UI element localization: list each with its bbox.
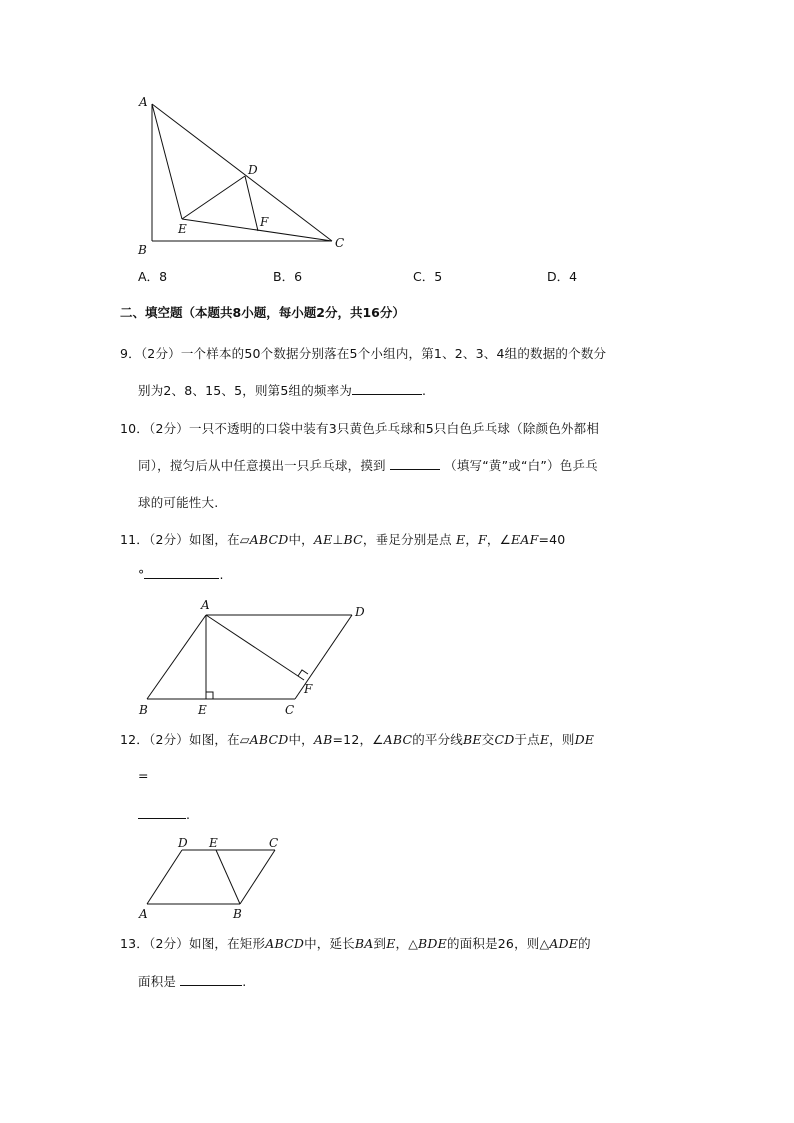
q13-line2-text: 面积是	[138, 974, 177, 989]
q12-line1	[120, 730, 594, 748]
q9-line1: 9．（2分）一个样本的50个数据分别落在5个小组内，第1、2、3、4组的数据的个数分	[120, 346, 607, 361]
q13-p4: ，△	[395, 936, 419, 951]
q11-parallelogram: ▱ABCD	[239, 532, 289, 547]
q12-answer-blank[interactable]	[138, 806, 186, 819]
q13-p2: 中，延长	[304, 936, 355, 951]
q12-be: BE	[463, 732, 482, 747]
q11-ae: AE	[313, 532, 333, 547]
q9-line2-text: 别为2、8、15、5，则第5组的频率为	[138, 383, 353, 398]
label-c: C	[285, 703, 295, 717]
section-total: 16	[362, 305, 380, 320]
section-mid2: 分，共	[324, 305, 363, 320]
label-a: A	[201, 598, 210, 612]
q12-p7: ，则	[549, 732, 575, 747]
option-c[interactable]	[413, 267, 442, 285]
q11-degree: °	[138, 567, 145, 582]
seg-ab	[147, 615, 206, 699]
q13-e: E	[386, 936, 396, 951]
seg-df	[245, 176, 258, 231]
section-end: 分）	[379, 305, 405, 320]
option-b-letter: B．	[273, 269, 295, 284]
q11-eaf: EAF	[511, 532, 539, 547]
figure-1-svg	[130, 90, 360, 260]
q11-p4: ，∠	[486, 532, 512, 547]
q10-line2-b: （填写“黄”或“白”）色乒乓	[444, 458, 598, 473]
seg-ad	[147, 850, 182, 904]
q10-line2-a: 同），搅匀后从中任意摸出一只乒乓球，摸到	[138, 458, 386, 473]
figure-2-parallelogram	[135, 596, 375, 721]
q13-p1: 13．（2分）如图，在矩形	[120, 936, 266, 951]
label-d: D	[248, 163, 258, 177]
figure-1-triangle	[130, 90, 360, 260]
seg-ac	[152, 104, 332, 241]
q9-answer-blank[interactable]	[352, 382, 422, 395]
q12-p4: 的平分线	[412, 732, 464, 747]
label-e: E	[209, 836, 218, 850]
q12-p5: 交	[481, 732, 495, 747]
q10-line1: 10．（2分）一只不透明的口袋中装有3只黄色乒乓球和5只白色乒乓球（除颜色外都相	[120, 421, 600, 436]
q10-line2	[138, 456, 598, 474]
label-b: B	[233, 907, 242, 921]
q11-p5: =40	[538, 532, 566, 547]
section-mid1: 小题，每小题	[241, 305, 317, 320]
seg-af	[206, 615, 304, 680]
option-d-letter: D．	[547, 269, 570, 284]
seg-ed	[182, 176, 245, 219]
q13-line2	[138, 972, 246, 990]
right-angle-f	[298, 670, 308, 676]
label-c: C	[269, 836, 279, 850]
q12-parallelogram: ▱ABCD	[239, 732, 289, 747]
label-d: D	[355, 605, 365, 619]
q13-bde: BDE	[418, 936, 447, 951]
q11-perp: ⊥	[332, 532, 344, 547]
option-a-letter: A．	[138, 269, 160, 284]
option-d-value: 4	[569, 269, 578, 284]
q12-cd: CD	[494, 732, 515, 747]
figure-3-parallelogram	[135, 834, 295, 924]
q13-ade: ADE	[549, 936, 579, 951]
label-d: D	[178, 836, 188, 850]
option-b[interactable]	[273, 267, 302, 285]
seg-be	[216, 850, 240, 904]
section-count: 8	[232, 305, 242, 320]
option-c-letter: C．	[413, 269, 435, 284]
option-a-value: 8	[159, 269, 168, 284]
q11-p2: 中，	[288, 532, 314, 547]
section-heading	[120, 303, 405, 321]
q13-p6: 的	[578, 936, 591, 951]
q11-answer-blank[interactable]	[144, 566, 219, 579]
q12-p3: =12，∠	[332, 732, 384, 747]
q12-end: .	[186, 807, 191, 822]
q11-p1: 11．（2分）如图，在	[120, 532, 240, 547]
q13-abcd: ABCD	[265, 936, 305, 951]
q11-line2-end: .	[219, 567, 224, 582]
q12-p1: 12．（2分）如图，在	[120, 732, 240, 747]
q11-e: E	[456, 532, 466, 547]
q13-answer-blank[interactable]	[180, 973, 242, 986]
label-e: E	[198, 703, 207, 717]
q11-line1	[120, 530, 565, 548]
seg-bc	[240, 850, 275, 904]
section-points: 2	[316, 305, 325, 320]
q11-comma: ，	[465, 532, 479, 547]
figure-3-svg	[135, 834, 295, 924]
q12-e: E	[539, 732, 550, 747]
q11-bc: BC	[343, 532, 363, 547]
q9-line2-end: .	[422, 383, 427, 398]
q11-line2	[138, 566, 224, 582]
q12-line3	[138, 806, 190, 822]
q9-line2	[138, 381, 426, 399]
label-c: C	[335, 236, 345, 250]
q10-answer-blank[interactable]	[390, 457, 440, 470]
label-a: A	[139, 907, 148, 921]
label-f: F	[260, 215, 269, 229]
figure-2-svg	[135, 596, 375, 721]
right-angle-e	[206, 692, 213, 699]
label-e: E	[178, 222, 187, 236]
label-b: B	[138, 243, 147, 257]
q13-p3: 到	[373, 936, 387, 951]
q10-line3: 球的可能性大.	[138, 495, 219, 510]
q13-p5: 的面积是26，则△	[446, 936, 550, 951]
option-c-value: 5	[434, 269, 443, 284]
q12-p6: 于点	[514, 732, 540, 747]
option-d[interactable]	[547, 267, 577, 285]
q13-line1	[120, 934, 591, 952]
q12-de: DE	[574, 732, 595, 747]
q13-ba: BA	[354, 936, 374, 951]
section-title: 二、填空题（本题共	[120, 305, 233, 320]
q13-end: .	[242, 974, 247, 989]
q11-p3: ，垂足分别是点	[362, 532, 452, 547]
option-a[interactable]	[138, 267, 167, 285]
seg-ae	[152, 104, 182, 219]
seg-ec	[182, 219, 332, 241]
q11-f: F	[478, 532, 487, 547]
option-b-value: 6	[294, 269, 303, 284]
label-b: B	[139, 703, 148, 717]
label-a: A	[139, 95, 148, 109]
q12-ab: AB	[313, 732, 333, 747]
label-f: F	[304, 682, 313, 696]
q12-equals: =	[138, 768, 149, 783]
q12-p2: 中，	[288, 732, 314, 747]
q12-abc: ABC	[383, 732, 413, 747]
